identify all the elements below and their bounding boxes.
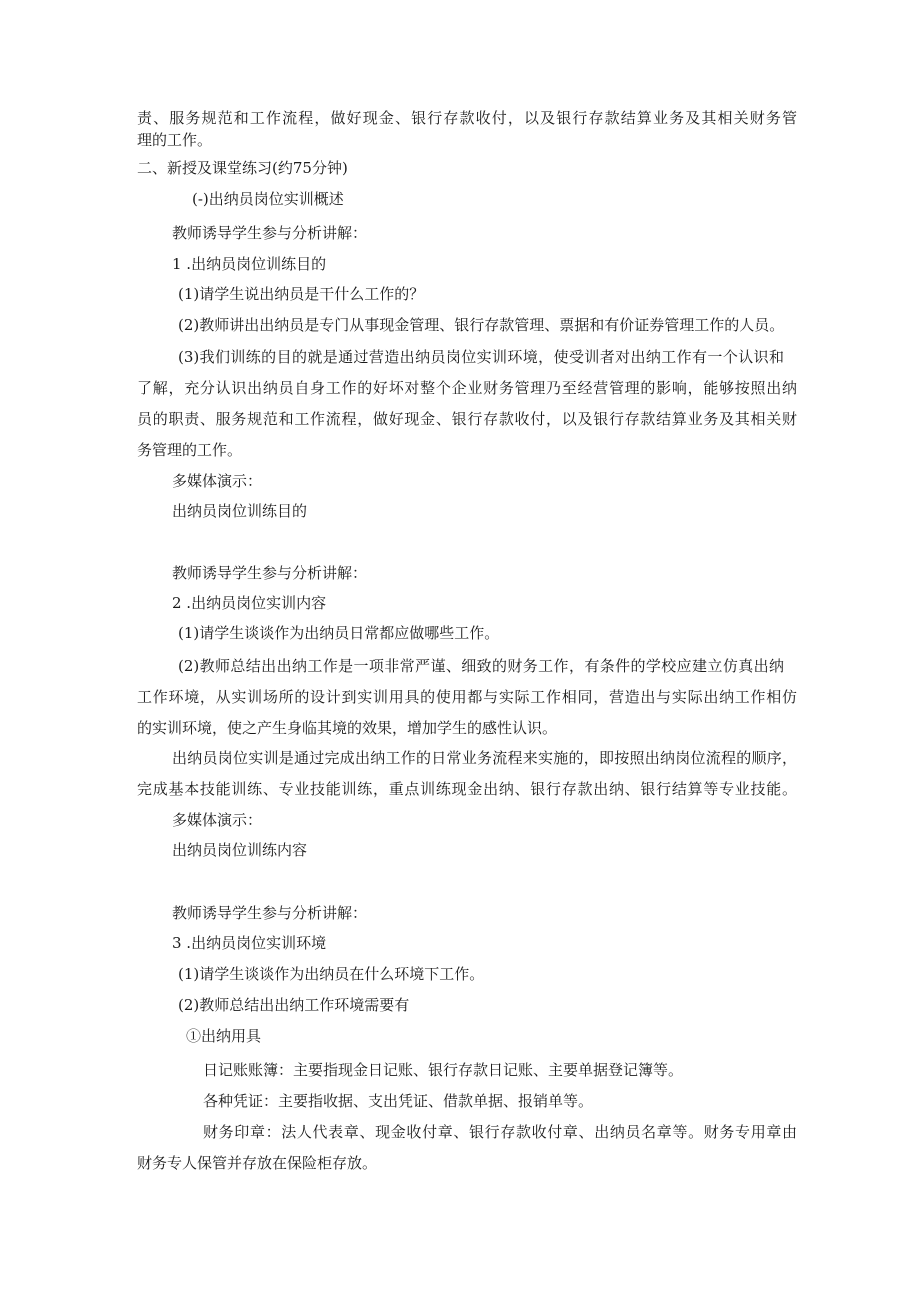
list-item: ①出纳用具 [186,1027,262,1045]
paragraph-line: 财务专人保管并存放在保险柜存放。 [137,1154,378,1172]
paragraph-line: 教师诱导学生参与分析讲解： [172,564,368,582]
paragraph-line: 完成基本技能训练、专业技能训练，重点训练现金出纳、银行存款出纳、银行结算等专业技能。 [137,780,797,798]
subsection-heading: (-)出纳员岗位实训概述 [192,190,344,208]
paragraph-line: 务管理的工作。 [137,441,243,459]
paragraph-line: 财务印章：法人代表章、现金收付章、银行存款收付章、出纳员名章等。财务专用章由 [203,1123,797,1141]
paragraph-line: 了解，充分认识出纳员自身工作的好坏对整个企业财务管理乃至经营管理的影响，能够按照出纳 [137,379,797,397]
list-item: (2)教师讲出出纳员是专门从事现金管理、银行存款管理、票据和有价证券管理工作的人员。 [178,316,785,334]
paragraph-line: 出纳员岗位训练目的 [172,502,308,520]
paragraph-line: 各种凭证：主要指收据、支出凭证、借款单据、报销单等。 [203,1092,594,1110]
list-item: (1)请学生说出纳员是干什么工作的？ [178,285,425,303]
paragraph-line: 多媒体演示： [172,472,263,490]
paragraph-line: 出纳员岗位实训是通过完成出纳工作的日常业务流程来实施的，即按照出纳岗位流程的顺序， [172,749,797,767]
list-item: (2)教师总结出出纳工作环境需要有 [178,996,410,1014]
item-heading: 3 .出纳员岗位实训环境 [172,934,327,952]
paragraph-line: 员的职责、服务规范和工作流程，做好现金、银行存款收付，以及银行存款结算业务及其相关财 [137,410,797,428]
paragraph-line: 出纳员岗位训练内容 [172,841,308,859]
paragraph-line: 的实训环境，使之产生身临其境的效果，增加学生的感性认识。 [137,719,558,737]
section-heading: 二、新授及课堂练习(约75分钟) [137,159,348,177]
item-heading: 1 .出纳员岗位训练目的 [172,255,327,273]
list-item: (3)我们训练的目的就是通过营造出纳员岗位实训环境，使受训者对出纳工作有一个认识和 [178,348,784,366]
item-heading: 2 .出纳员岗位实训内容 [172,594,327,612]
list-item: (1)请学生谈谈作为出纳员在什么环境下工作。 [178,965,485,983]
paragraph-line: 教师诱导学生参与分析讲解： [172,224,368,242]
paragraph-line: 日记账账簿：主要指现金日记账、银行存款日记账、主要单据登记簿等。 [203,1061,684,1079]
paragraph-line: 多媒体演示： [172,811,263,829]
paragraph-line: 教师诱导学生参与分析讲解： [172,904,368,922]
paragraph-line: 工作环境，从实训场所的设计到实训用具的使用都与实际工作相同，营造出与实际出纳工作相仿 [137,688,797,706]
paragraph-line: 责、服务规范和工作流程，做好现金、银行存款收付，以及银行存款结算业务及其相关财务管 [137,109,797,127]
list-item: (1)请学生谈谈作为出纳员日常都应做哪些工作。 [178,624,500,642]
list-item: (2)教师总结出出纳工作是一项非常严谨、细致的财务工作，有条件的学校应建立仿真出纳 [178,657,784,675]
paragraph-line: 理的工作。 [137,131,213,149]
